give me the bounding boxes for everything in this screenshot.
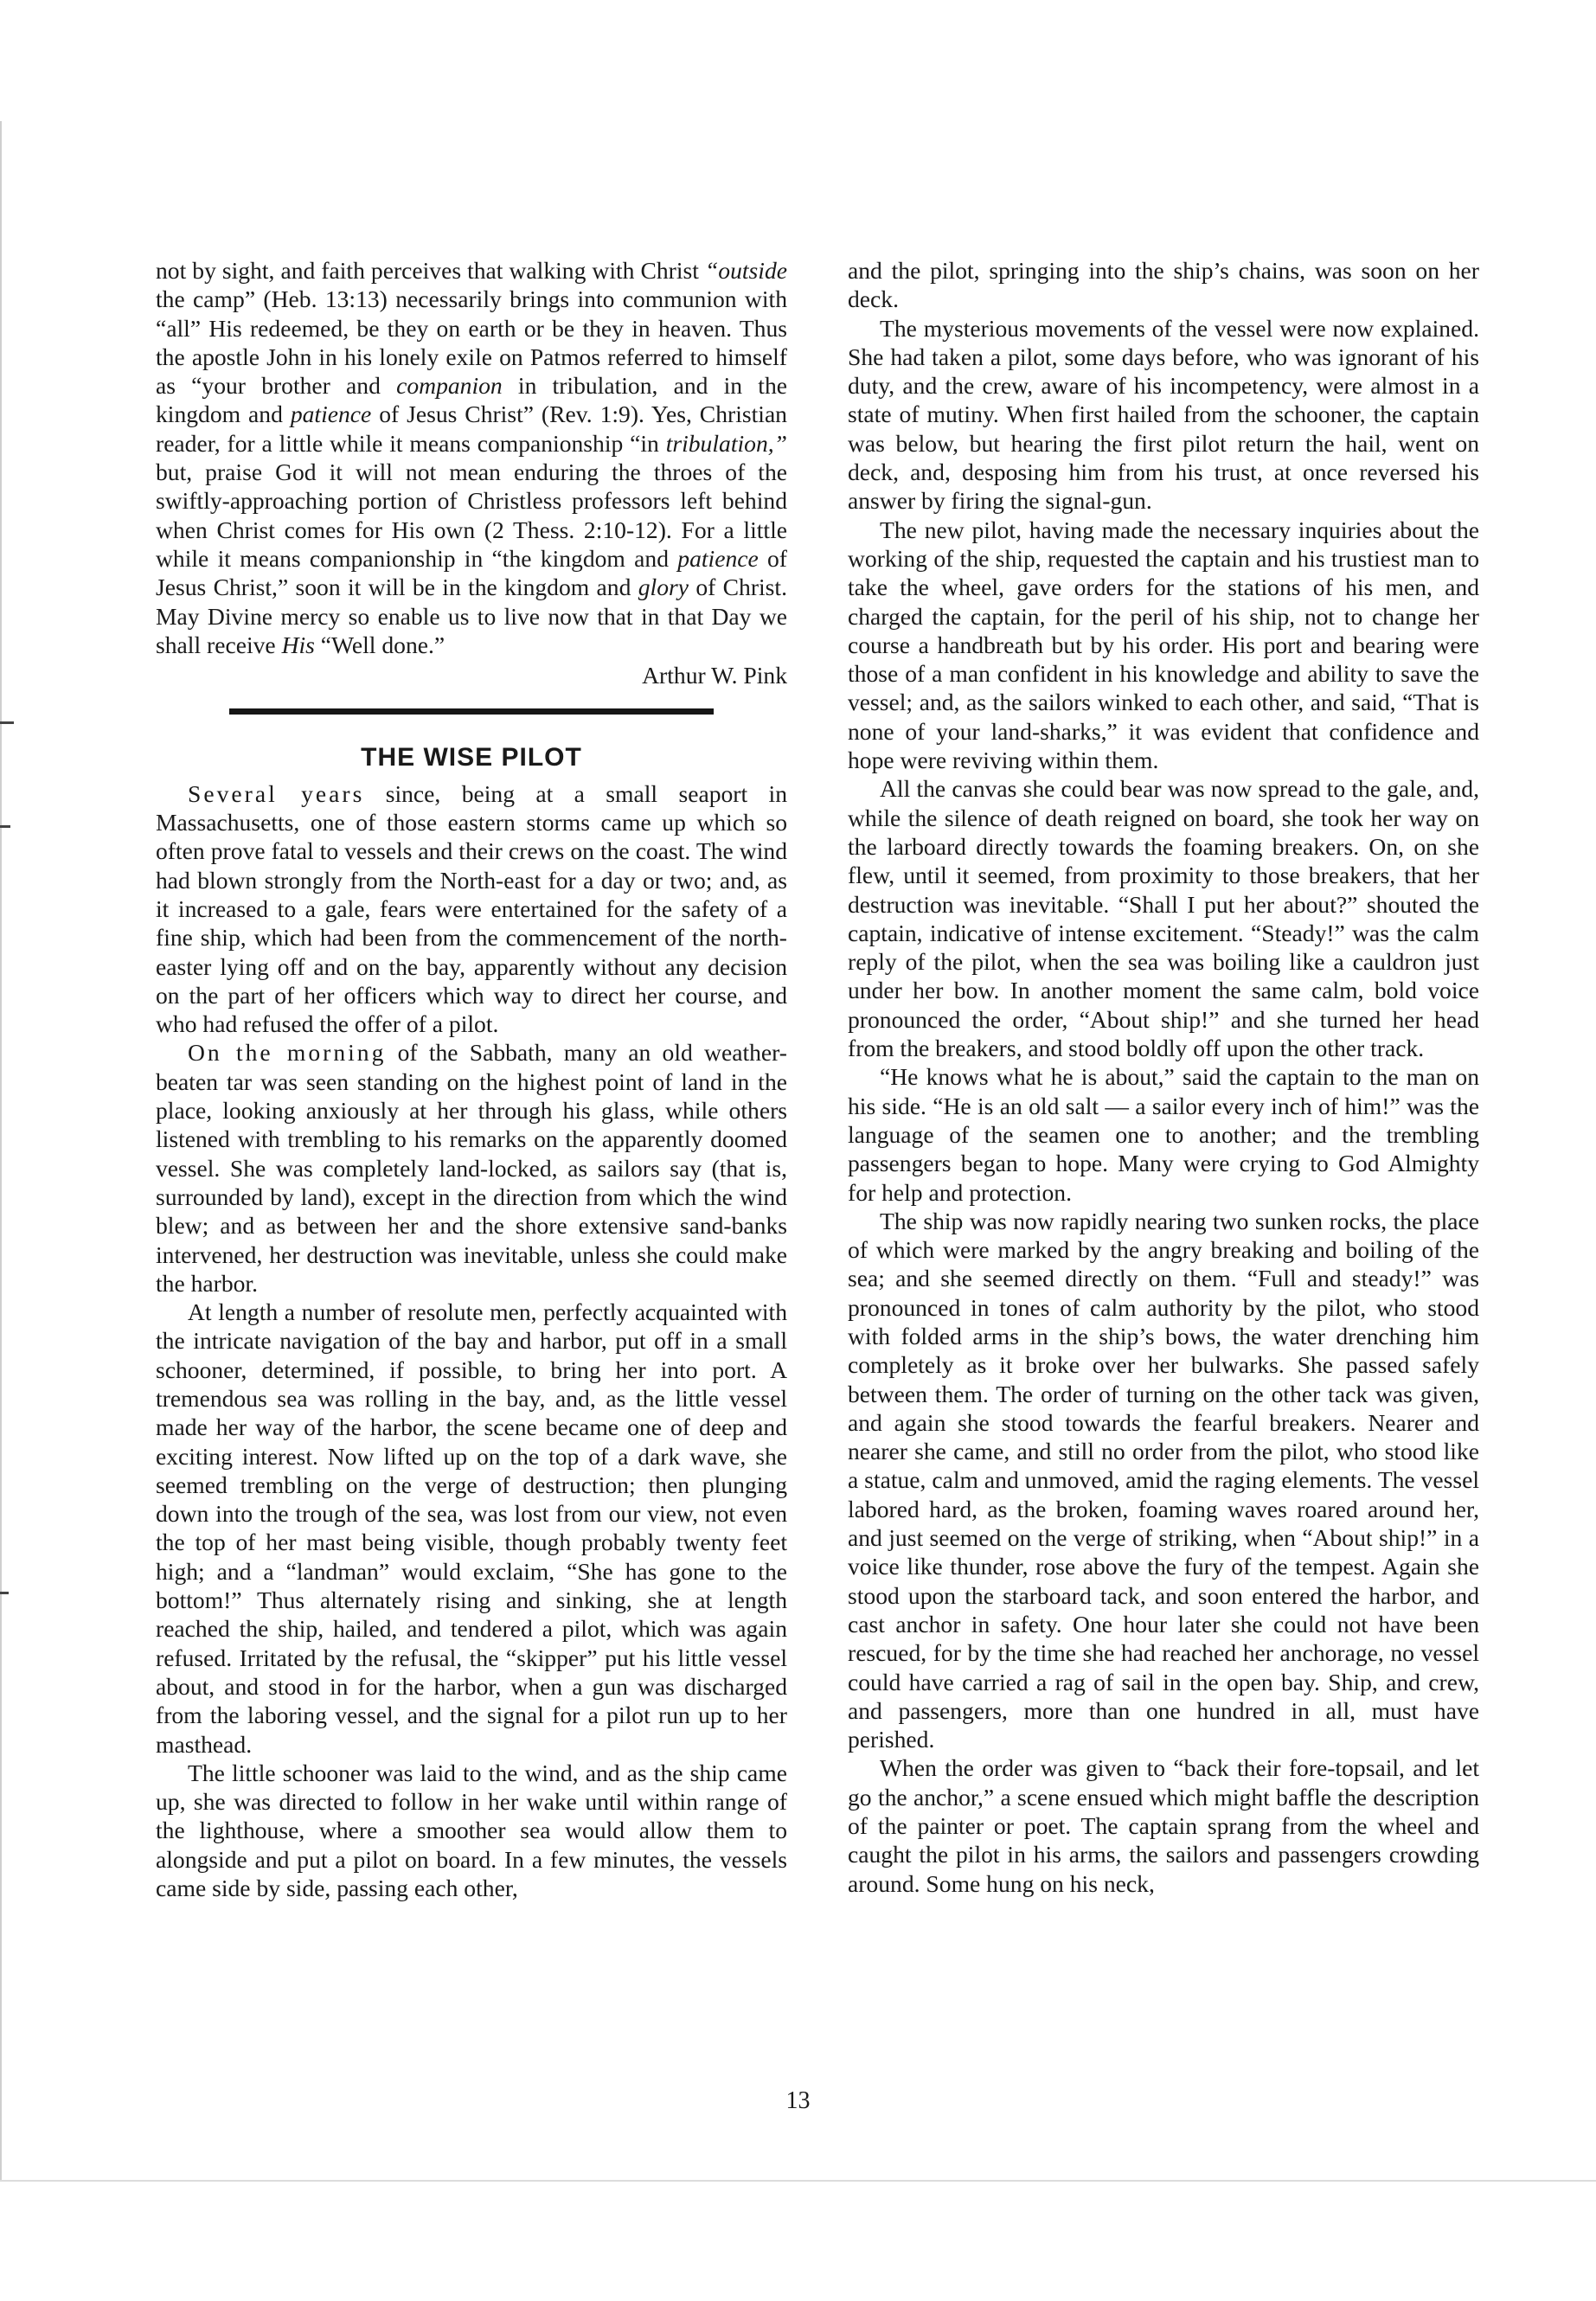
scan-bottom-edge	[0, 2180, 1596, 2182]
scan-mark	[0, 825, 10, 828]
paragraph: and the pilot, springing into the ship’s chains, was soon on her deck.	[848, 257, 1479, 313]
paragraph: Several years since, being at a small seaport in Massachusetts, one of those eastern storms came up which so often prove fatal to vessels and their crews on the coast. The wind had blown strongly from the North-east for a day or two; and, as it increased to a gale, fears were entertained for the safety of a fine ship, which had been from the commencement of the north-easter lying off and on the bay, apparently without any decision on the part of her officers which way to direct her course, and who had refused the offer of a pilot.	[156, 779, 787, 1038]
paragraph: At length a number of resolute men, perfectly acquainted with the intricate navigation of the bay and harbor, put off in a small schooner, determined, if possible, to bring her into port. A tremendous sea was rolling in the bay, and, as the little vessel made her way of the harbor, the scene became one of deep and exciting interest. Now lifted up on the top of a dark wave, she seemed trembling on the verge of destruction; then plunging down into the trough of the sea, was lost from our view, not even the top of her mast being visible, though probably twenty feet high; and a “landman” would exclaim, “She has gone to the bottom!” Thus alternately rising and sinking, she at length reached the ship, hailed, and tendered a pilot, which was again refused. Irritated by the refusal, the “skipper” put his little vessel about, and stood in for the harbor, when a gun was discharged from the laboring vessel, and the signal for a pilot run up to her masthead.	[156, 1298, 787, 1758]
paragraph: The little schooner was laid to the wind, and as the ship came up, she was directed to follow in her wake until within range of the lighthouse, where a smoother sea would allow them to alongside and put a pilot on board. In a few minutes, the vessels came side by side, passing each other,	[156, 1759, 787, 1902]
paragraph: All the canvas she could bear was now spread to the gale, and, while the silence of death reigned on board, she took her way on the larboard directly towards the foaming breakers. On, on she flew, until it seemed, from proximity to those breakers, that her destruction was inevitable. “Shall I put her about?” shouted the captain, indicative of intense excitement. “Steady!” was the calm reply of the pilot, when the sea was boiling like a cauldron just under her bow. In another moment the same calm, bold voice pronounced the order, “About ship!” and she turned her head from the breakers, and stood boldly off upon the other track.	[848, 775, 1479, 1062]
paragraph: On the morning of the Sabbath, many an old weather-beaten tar was seen standing on the highest point of land in the place, looking anxiously at her through his glass, while others listened with trembling to his remarks on the apparently doomed vessel. She was completely land-locked, as sailors say (that is, surrounded by land), except in the direction from which the wind blew; and as between her and the shore extensive sand-banks intervened, her destruction was inevitable, unless she could make the harbor.	[156, 1039, 787, 1297]
right-column	[848, 256, 1479, 1898]
page-number: 13	[785, 2087, 811, 2114]
author-signature: Arthur W. Pink	[642, 662, 787, 689]
paragraph: The ship was now rapidly nearing two sunken rocks, the place of which were marked by the angry breaking and boiling of the sea; and she seemed directly on them. “Full and steady!” was pronounced in tones of calm authority by the pilot, who stood with folded arms in the ship’s bows, the water drenching him completely as it broke over her bulwarks. She passed safely between them. The order of turning on the other tack was given, and again she stood towards the fearful breakers. Nearer and nearer she came, and still no order from the pilot, who stood like a statue, calm and unmoved, amid the raging elements. The vessel labored hard, as the broken, foaming waves roared around her, and just seemed on the verge of striking, when “About ship!” in a voice like thunder, rose above the fury of the tempest. Again she stood upon the starboard tack, and soon entered the harbor, and cast anchor in safety. One hour later she could not have been rescued, for by the time she had reached her anchorage, no vessel could have carried a rag of sail in the open bay. Ship, and crew, and passengers, more than one hundred in all, must have perished.	[848, 1207, 1479, 1753]
paragraph: “He knows what he is about,” said the captain to the man on his side. “He is an old salt — a sailor every inch of him!” was the language of the seamen one to another; and the trembling passengers began to hope. Many were crying to God Almighty for help and protection.	[848, 1063, 1479, 1206]
scan-edge	[0, 121, 2, 2180]
paragraph: When the order was given to “back their fore-topsail, and let go the anchor,” a scene ensued which might baffle the description of the painter or poet. The captain sprang from the wheel and caught the pilot in his arms, the sailors and passengers crowding around. Some hung on his neck,	[848, 1754, 1479, 1897]
section-divider	[229, 708, 714, 715]
paragraph: not by sight, and faith perceives that walking with Christ “outside the camp” (Heb. 13:13) necessarily brings into communion with “all” His redeemed, be they on earth or be they in heaven. Thus the apostle John in his lonely exile on Patmos referred to himself as “your brother and companion in tribulation, and in the kingdom and patience of Jesus Christ” (Rev. 1:9). Yes, Christian reader, for a little while it means companionship “in tribulation,” but, praise God it will not mean enduring the throes of the swiftly-approaching portion of Christless professors left behind when Christ comes for His own (2 Thess. 2:10-12). For a little while it means companionship in “the kingdom and patience of Jesus Christ,” soon it will be in the kingdom and glory of Christ. May Divine mercy so enable us to live now that in that Day we shall receive His “Well done.”	[156, 257, 787, 658]
left-column	[156, 256, 787, 1902]
article-title: THE WISE PILOT	[361, 743, 582, 772]
scan-mark	[0, 1592, 9, 1594]
paragraph: The mysterious movements of the vessel were now explained. She had taken a pilot, some days before, who was ignorant of his duty, and the crew, aware of his incompetency, were almost in a state of mutiny. When first hailed from the schooner, the captain was below, but hearing the first pilot return the hail, went on deck, and, desposing him from his trust, at once reversed his answer by firing the signal-gun.	[848, 314, 1479, 515]
scan-mark	[0, 721, 14, 724]
paragraph: The new pilot, having made the necessary inquiries about the working of the ship, requested the captain and his trustiest man to take the wheel, gave orders for the stations of his men, and charged the captain, for the peril of his ship, not to change her course a handbreath but by his order. His port and bearing were those of a man confident in his knowledge and ability to save the vessel; and, as the sailors winked to each other, and said, “That is none of your land-sharks,” it was evident that confidence and hope were reviving within them.	[848, 516, 1479, 774]
